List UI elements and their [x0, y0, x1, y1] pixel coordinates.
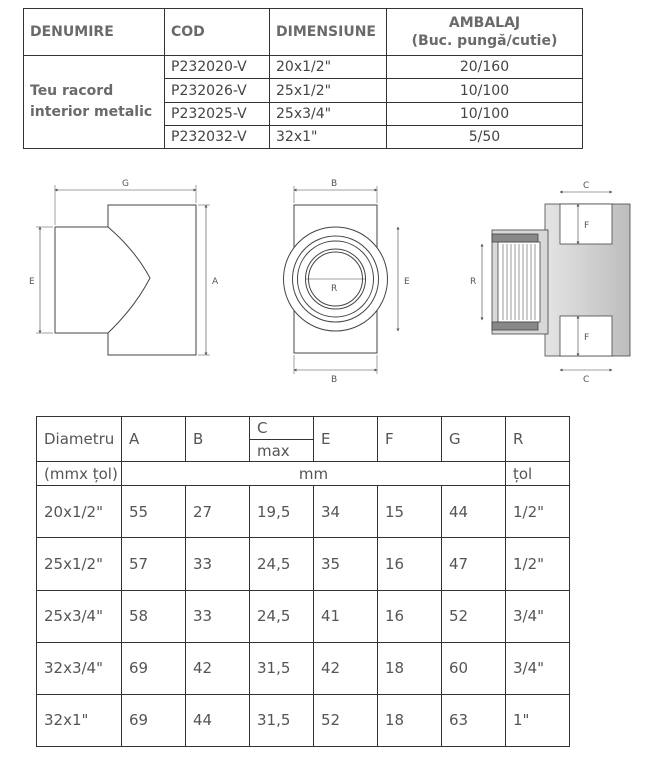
product-name-line1: Teu racord — [30, 83, 114, 100]
r-cell: 3/4" — [506, 590, 570, 642]
product-table-header — [24, 9, 583, 56]
c-cell: 24,5 — [250, 538, 314, 590]
product-table — [23, 8, 583, 149]
ambalaj-cell: 5/50 — [387, 125, 583, 148]
b-cell: 33 — [186, 590, 250, 642]
g-cell: 52 — [442, 590, 506, 642]
cod-cell: P232025-V — [165, 102, 270, 125]
r-cell: 3/4" — [506, 642, 570, 694]
b-cell: 44 — [186, 694, 250, 746]
dim-label-b-bottom: B — [331, 375, 338, 385]
dimensiune-cell: 32x1" — [270, 125, 387, 148]
dims-header-row — [37, 417, 570, 440]
table-row — [37, 538, 570, 590]
diametru-cell: 32x3/4" — [37, 642, 122, 694]
a-cell: 69 — [122, 694, 186, 746]
e-cell: 41 — [314, 590, 378, 642]
b-cell: 27 — [186, 486, 250, 538]
header-a: A — [122, 417, 186, 462]
header-diametru: Diametru — [37, 417, 122, 462]
diametru-cell: 25x1/2" — [37, 538, 122, 590]
f-cell: 15 — [378, 486, 442, 538]
dim-label-g: G — [122, 179, 129, 189]
dim-label-a: A — [212, 277, 219, 287]
front-view-drawing — [284, 186, 399, 374]
a-cell: 69 — [122, 642, 186, 694]
c-cell: 31,5 — [250, 642, 314, 694]
e-cell: 42 — [314, 642, 378, 694]
header-dimensiune: DIMENSIUNE — [270, 9, 387, 56]
table-row — [24, 56, 583, 79]
header-g: G — [442, 417, 506, 462]
dim-label-c-bottom: C — [583, 375, 590, 385]
f-cell: 16 — [378, 538, 442, 590]
f-cell: 18 — [378, 642, 442, 694]
side-view-drawing — [36, 185, 210, 355]
dim-label-e-front: E — [404, 277, 410, 287]
units-diametru: (mmx țol) — [37, 462, 122, 486]
g-cell: 60 — [442, 642, 506, 694]
header-c: C — [250, 417, 314, 440]
dim-label-b-top: B — [331, 179, 338, 189]
header-ambalaj — [387, 9, 583, 56]
header-denumire: DENUMIRE — [24, 9, 165, 56]
r-cell: 1/2" — [506, 538, 570, 590]
b-cell: 42 — [186, 642, 250, 694]
header-b: B — [186, 417, 250, 462]
cod-cell: P232032-V — [165, 125, 270, 148]
header-e: E — [314, 417, 378, 462]
product-name-line2: interior metalic — [30, 104, 153, 121]
a-cell: 58 — [122, 590, 186, 642]
table-row — [37, 590, 570, 642]
a-cell: 57 — [122, 538, 186, 590]
e-cell: 52 — [314, 694, 378, 746]
header-cod: COD — [165, 9, 270, 56]
f-cell: 16 — [378, 590, 442, 642]
e-cell: 35 — [314, 538, 378, 590]
header-ambalaj-line2: (Buc. pungă/cutie) — [411, 33, 558, 50]
header-r: R — [506, 417, 570, 462]
diametru-cell: 32x1" — [37, 694, 122, 746]
technical-drawings — [0, 170, 656, 390]
dimensiune-cell: 25x1/2" — [270, 79, 387, 102]
f-cell: 18 — [378, 694, 442, 746]
ambalaj-cell: 10/100 — [387, 102, 583, 125]
dim-label-r-section: R — [470, 277, 477, 287]
table-row — [37, 642, 570, 694]
diametru-cell: 25x3/4" — [37, 590, 122, 642]
table-row — [37, 486, 570, 538]
cod-cell: P232026-V — [165, 79, 270, 102]
g-cell: 63 — [442, 694, 506, 746]
section-view-drawing — [482, 192, 630, 370]
units-mm: mm — [122, 462, 506, 486]
g-cell: 44 — [442, 486, 506, 538]
r-cell: 1" — [506, 694, 570, 746]
cod-cell: P232020-V — [165, 56, 270, 79]
dimensiune-cell: 20x1/2" — [270, 56, 387, 79]
dim-label-c-top: C — [583, 181, 590, 191]
dim-label-e-side: E — [29, 277, 35, 287]
dimensions-table — [36, 416, 570, 747]
dimensiune-cell: 25x3/4" — [270, 102, 387, 125]
dim-label-r-front: R — [331, 284, 338, 294]
c-cell: 31,5 — [250, 694, 314, 746]
a-cell: 55 — [122, 486, 186, 538]
dim-label-f-top: F — [584, 221, 590, 231]
r-cell: 1/2" — [506, 486, 570, 538]
dims-units-row — [37, 462, 570, 486]
diametru-cell: 20x1/2" — [37, 486, 122, 538]
b-cell: 33 — [186, 538, 250, 590]
header-ambalaj-line1: AMBALAJ — [448, 15, 521, 32]
c-cell: 19,5 — [250, 486, 314, 538]
ambalaj-cell: 10/100 — [387, 79, 583, 102]
g-cell: 47 — [442, 538, 506, 590]
e-cell: 34 — [314, 486, 378, 538]
header-c-max: max — [250, 440, 314, 462]
c-cell: 24,5 — [250, 590, 314, 642]
units-r: țol — [506, 462, 570, 486]
table-row — [37, 694, 570, 746]
header-f: F — [378, 417, 442, 462]
ambalaj-cell: 20/160 — [387, 56, 583, 79]
dim-label-f-bottom: F — [584, 333, 590, 343]
product-name — [24, 56, 165, 149]
